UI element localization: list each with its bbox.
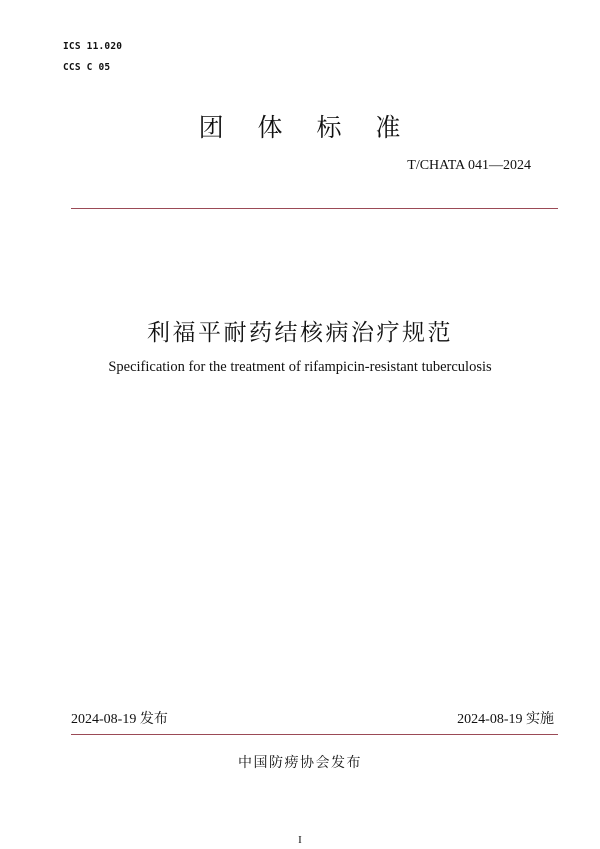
bottom-divider bbox=[71, 734, 558, 735]
document-title-english: Specification for the treatment of rifampicin-resistant tuberculosis bbox=[108, 359, 492, 375]
ccs-code: CCS C 05 bbox=[63, 62, 111, 73]
issue-date: 2024-08-19 发布 bbox=[71, 712, 168, 727]
page-number: I bbox=[298, 834, 302, 846]
implementation-date: 2024-08-19 实施 bbox=[457, 712, 554, 727]
top-divider bbox=[71, 208, 558, 209]
standard-kind-heading: 团 体 标 准 bbox=[198, 113, 414, 142]
document-title-chinese: 利福平耐药结核病治疗规范 bbox=[147, 320, 453, 346]
issuing-organization: 中国防痨协会发布 bbox=[238, 755, 362, 771]
ics-code: ICS 11.020 bbox=[63, 41, 123, 52]
standard-number: T/CHATA 041—2024 bbox=[407, 158, 531, 173]
